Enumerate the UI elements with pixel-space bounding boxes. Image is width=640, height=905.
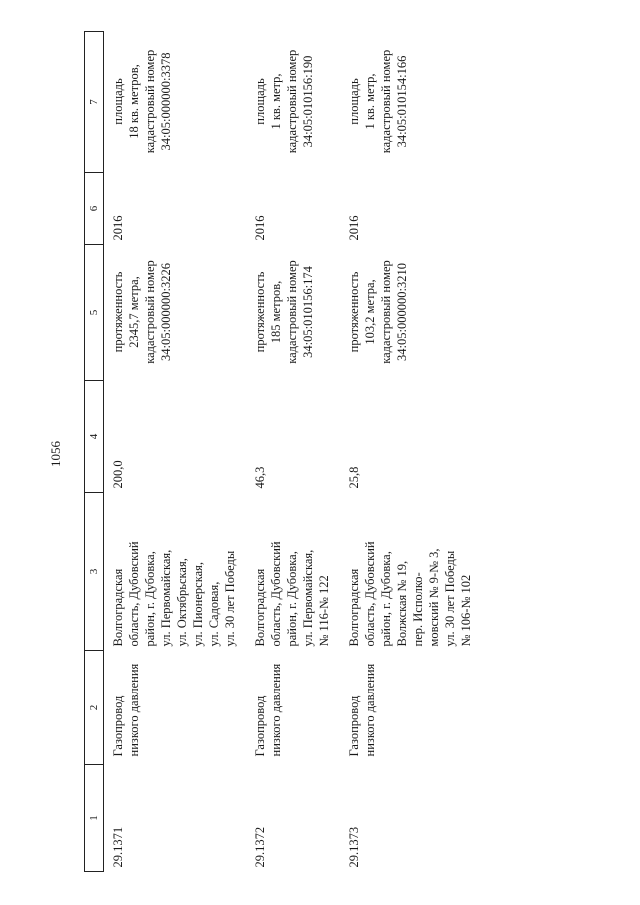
cell-characteristics-line: кадастровый номер: [143, 260, 157, 364]
cell-land-plot-line: 34:05:010154:166: [395, 55, 409, 148]
cell-land-plot: [104, 32, 253, 173]
cell-address-line: ул. Октябрьская,: [175, 558, 189, 647]
cell-year: 2016: [347, 215, 361, 241]
cell-address-line: ул. Пионерская,: [191, 562, 205, 647]
cell-address-line: область, Дубовский: [363, 541, 377, 647]
cell-land-plot-line: площадь: [253, 78, 267, 125]
rotated-table-container: [84, 32, 550, 872]
cell-address-line: № 106-№ 102: [459, 574, 473, 647]
cell-address-line: № 116-№ 122: [317, 575, 331, 647]
column-number-7: 7: [85, 32, 104, 173]
table-row: [252, 32, 346, 872]
cell-land-plot-line: 34:05:000000:3378: [159, 52, 173, 151]
cell-characteristics-line: 2345,7 метра,: [127, 276, 141, 348]
column-number-6: 6: [85, 173, 104, 245]
column-number-1: 1: [85, 765, 104, 872]
cell-address-line: область, Дубовский: [269, 541, 283, 647]
cell-address: [104, 493, 253, 651]
cell-registry-number: 29.1373: [347, 826, 361, 868]
cell-address-line: Волжская № 19,: [395, 560, 409, 647]
cell-characteristics-line: протяженность: [253, 271, 267, 353]
cell-value: 25,8: [347, 466, 361, 489]
cell-characteristics-line: кадастровый номер: [285, 260, 299, 364]
cell-year: 2016: [111, 215, 125, 241]
cell-characteristics-line: 34:05:000000:3226: [159, 263, 173, 361]
cell-land-plot-line: 1 кв. метр,: [363, 73, 377, 130]
column-number-header-row: [85, 32, 104, 872]
cell-object-name: Газопровод низкого давления: [347, 663, 377, 757]
cell-characteristics: [346, 245, 514, 381]
cell-address-line: мовский № 9-№ 3,: [427, 548, 441, 647]
cell-address-line: ул. 30 лет Победы: [223, 550, 237, 647]
cell-address-line: область, Дубовский: [127, 541, 141, 647]
cell-land-plot: [252, 32, 346, 173]
cell-characteristics-line: 185 метров,: [269, 280, 283, 344]
cell-year: 2016: [253, 215, 267, 241]
cell-land-plot-line: 34:05:010156:190: [301, 55, 315, 148]
cell-address-line: пер. Исполко-: [411, 572, 425, 647]
cell-land-plot-line: 18 кв. метров,: [127, 64, 141, 139]
cell-land-plot-line: кадастровый номер: [379, 49, 393, 154]
cell-land-plot-line: площадь: [111, 78, 125, 125]
cell-characteristics-line: протяженность: [111, 271, 125, 353]
cell-registry-number: 29.1372: [253, 826, 267, 868]
cell-value: 200,0: [111, 460, 125, 489]
cell-characteristics: [104, 245, 253, 381]
column-number-2: 2: [85, 651, 104, 765]
cell-address-line: район, г. Дубовка,: [379, 551, 393, 647]
column-number-5: 5: [85, 245, 104, 381]
cell-address: [252, 493, 346, 651]
cell-characteristics-line: протяженность: [347, 271, 361, 353]
cell-object-name: Газопровод низкого давления: [253, 663, 283, 757]
cell-characteristics-line: кадастровый номер: [379, 260, 393, 364]
cell-address-line: район, г. Дубовка,: [285, 551, 299, 647]
cell-land-plot-line: площадь: [347, 78, 361, 125]
cell-address-line: Волгоградская: [347, 568, 361, 647]
registry-table: [84, 31, 514, 872]
cell-land-plot-line: кадастровый номер: [285, 49, 299, 154]
cell-characteristics-line: 34:05:000000:3210: [395, 263, 409, 361]
cell-land-plot: [346, 32, 514, 173]
column-number-4: 4: [85, 381, 104, 493]
page-number: 1056: [48, 441, 63, 467]
cell-characteristics-line: 34:05:010156:174: [301, 266, 315, 358]
cell-address: [346, 493, 514, 651]
cell-characteristics-line: 103,2 метра,: [363, 279, 377, 345]
column-number-3: 3: [85, 493, 104, 651]
cell-land-plot-line: 1 кв. метр,: [269, 73, 283, 130]
cell-address-line: ул. 30 лет Победы: [443, 550, 457, 647]
cell-address-line: ул. Первомайская,: [301, 549, 315, 647]
table-row: [346, 32, 514, 872]
cell-address-line: Волгоградская: [253, 568, 267, 647]
cell-address-line: район, г. Дубовка,: [143, 551, 157, 647]
cell-registry-number: 29.1371: [111, 826, 125, 868]
cell-address-line: ул. Садовая,: [207, 581, 221, 647]
cell-land-plot-line: кадастровый номер: [143, 49, 157, 154]
cell-value: 46,3: [253, 466, 267, 489]
table-row: [104, 32, 253, 872]
cell-characteristics: [252, 245, 346, 381]
cell-address-line: Волгоградская: [111, 568, 125, 647]
cell-address-line: ул. Первомайская,: [159, 549, 173, 647]
table-body: [104, 32, 515, 872]
cell-object-name: Газопровод низкого давления: [111, 663, 141, 757]
